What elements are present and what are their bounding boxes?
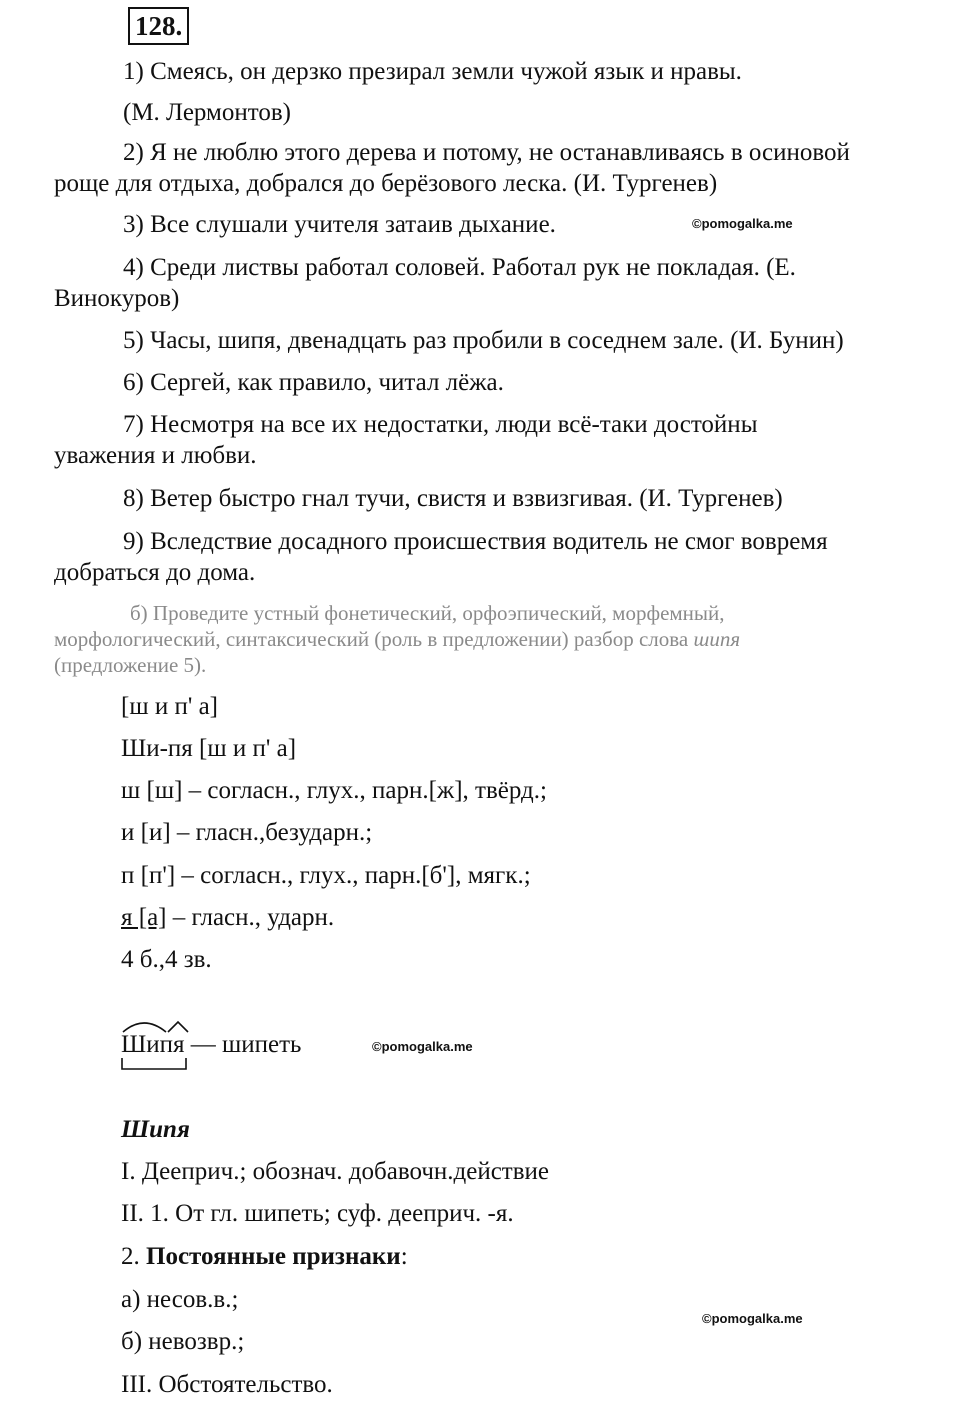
sentence-9-line-1: 9) Вследствие досадного происшествия водитель не смог вовремя <box>123 528 828 555</box>
task-b-word: шипя <box>693 627 741 651</box>
morph-line-1: I. Дееприч.; обознач. добавочн.действие <box>121 1158 550 1185</box>
sentence-5: 5) Часы, шипя, двенадцать раз пробили в соседнем зале. (И. Бунин) <box>123 327 844 354</box>
task-b-line-3: (предложение 5). <box>54 653 207 677</box>
stressed-sound: я [а] <box>121 904 167 931</box>
sentence-7-line-1: 7) Несмотря на все их недостатки, люди всё-таки достойны <box>123 411 758 438</box>
morph-line-5: б) невозвр.; <box>121 1328 245 1355</box>
phonetic-row-text: – гласн., ударн. <box>166 904 335 931</box>
sentence-3: 3) Все слушали учителя затаив дыхание. <box>123 211 556 238</box>
task-b-line-1: б) Проведите устный фонетический, орфоэпический, морфемный, <box>130 601 725 625</box>
task-b-line-2 <box>54 626 740 652</box>
sentence-7-line-2: уважения и любви. <box>54 442 257 469</box>
morph-line-3-prefix: 2. <box>121 1243 146 1270</box>
sentence-4-line-2: Винокуров) <box>54 285 180 312</box>
watermark: ©pomogalka.me <box>702 1311 803 1326</box>
morph-line-2: II. 1. От гл. шипеть; суф. дееприч. -я. <box>121 1200 514 1227</box>
sentence-2-line-1: 2) Я не люблю этого дерева и потому, не останавливаясь в осиновой <box>123 139 850 166</box>
phonetic-row: и [и] – гласн.,безударн.; <box>121 819 373 846</box>
morphemic-line <box>121 1029 301 1060</box>
sentence-9-line-2: добраться до дома. <box>54 559 256 586</box>
letters-sounds-summary: 4 б.,4 зв. <box>121 946 212 973</box>
transcription: [ш и п' а] <box>121 693 219 720</box>
watermark: ©pomogalka.me <box>372 1039 473 1054</box>
morph-line-6: III. Обстоятельство. <box>121 1371 333 1398</box>
sentence-1-author: (М. Лермонтов) <box>123 99 291 126</box>
morph-heading: Шипя <box>121 1116 190 1143</box>
morph-line-3 <box>121 1241 408 1272</box>
sentence-2-line-2: роще для отдыха, добрался до берёзового леска. (И. Тургенев) <box>54 170 718 197</box>
morph-line-4: а) несов.в.; <box>121 1286 239 1313</box>
sentence-6: 6) Сергей, как правило, читал лёжа. <box>123 369 504 396</box>
syllables: Ши-пя [ш и п' а] <box>121 735 297 762</box>
constant-features-label: Постоянные признаки <box>146 1243 401 1270</box>
phonetic-row <box>121 902 334 933</box>
phonetic-row: ш [ш] – согласн., глух., парн.[ж], твёрд.; <box>121 777 547 804</box>
phonetic-row: п [п'] – согласн., глух., парн.[б'], мягк.; <box>121 862 531 889</box>
watermark: ©pomogalka.me <box>692 216 793 231</box>
sentence-8: 8) Ветер быстро гнал тучи, свистя и взвизгивая. (И. Тургенев) <box>123 485 783 512</box>
task-b-line-2-text: морфологический, синтаксический (роль в предложении) разбор слова <box>54 627 689 651</box>
morph-line-3-suffix: : <box>400 1243 408 1270</box>
morphemic-related-word: — шипеть <box>190 1031 302 1058</box>
morphemic-word: Шипя <box>121 1031 185 1058</box>
exercise-number: 128. <box>128 7 189 45</box>
sentence-4-line-1: 4) Среди листвы работал соловей. Работал рук не покладая. (Е. <box>123 254 796 281</box>
sentence-1: 1) Смеясь, он дерзко презирал земли чужой язык и нравы. <box>123 58 742 85</box>
